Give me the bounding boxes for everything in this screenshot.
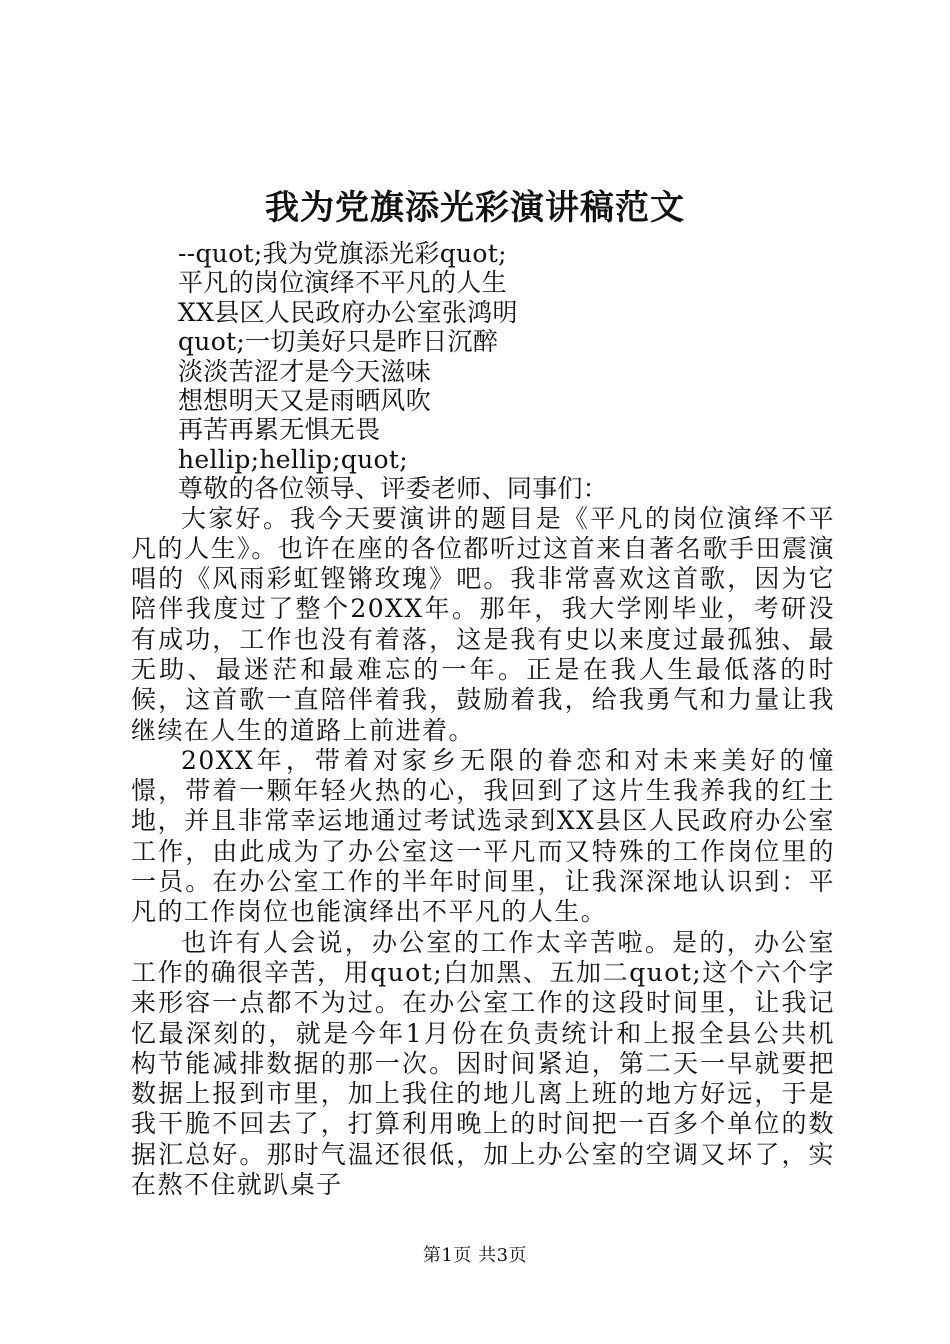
document-title: 我为党旗添光彩演讲稿范文 bbox=[265, 188, 685, 228]
header-line: 再苦再累无惧无畏 bbox=[178, 415, 381, 445]
body-paragraph: 20XX年，带着对家乡无限的眷恋和对未来美好的憧憬，带着一颗年轻火热的心，我回到了这片生我养我的红土地，并且非常幸运地通过考试选录到XX县区人民政府办公室工作，由此成为了办公室这一平凡而又特殊的工作岗位里的一员。在办公室工作的半年时间里，让我深深地认识到：平凡的工作岗位也能演绎出不平凡的人生。 bbox=[131, 745, 835, 927]
header-line: 淡淡苦涩才是今天滋味 bbox=[178, 356, 432, 386]
body-paragraph: 也许有人会说，办公室的工作太辛苦啦。是的，办公室工作的确很辛苦，用quot;白加黑、五加二quot;这个六个字来形容一点都不为过。在办公室工作的这段时间里，让我记忆最深刻的，就是今年1月份在负责统计和上报全县公共机构节能减排数据的那一次。因时间紧迫，第二天一早就要把数据上报到市里，加上我住的地儿离上班的地方好远，于是我干脆不回去了，打算利用晚上的时间把一百多个单位的数据汇总好。那时气温还很低，加上办公室的空调又坏了，实在熬不住就趴桌子 bbox=[131, 927, 835, 1200]
header-line: XX县区人民政府办公室张鸿明 bbox=[178, 297, 518, 327]
document-body bbox=[131, 239, 835, 1200]
header-line: 平凡的岗位演绎不平凡的人生 bbox=[178, 268, 507, 298]
header-line: hellip;hellip;quot; bbox=[178, 444, 408, 474]
salutation: 尊敬的各位领导、评委老师、同事们： bbox=[178, 474, 609, 504]
header-line: quot;一切美好只是昨日沉醉 bbox=[178, 327, 499, 357]
body-paragraph: 大家好。我今天要演讲的题目是《平凡的岗位演绎不平凡的人生》。也许在座的各位都听过这首来自著名歌手田震演唱的《风雨彩虹铿锵玫瑰》吧。我非常喜欢这首歌，因为它陪伴我度过了整个20XX年。那年，我大学刚毕业，考研没有成功，工作也没有着落，这是我有史以来度过最孤独、最无助、最迷茫和最难忘的一年。正是在我人生最低落的时候，这首歌一直陪伴着我，鼓励着我，给我勇气和力量让我继续在人生的道路上前进着。 bbox=[131, 503, 835, 745]
header-line: --quot;我为党旗添光彩quot; bbox=[178, 239, 507, 268]
header-line: 想想明天又是雨晒风吹 bbox=[178, 385, 432, 415]
page-footer: 第1页 共3页 bbox=[422, 1245, 528, 1266]
